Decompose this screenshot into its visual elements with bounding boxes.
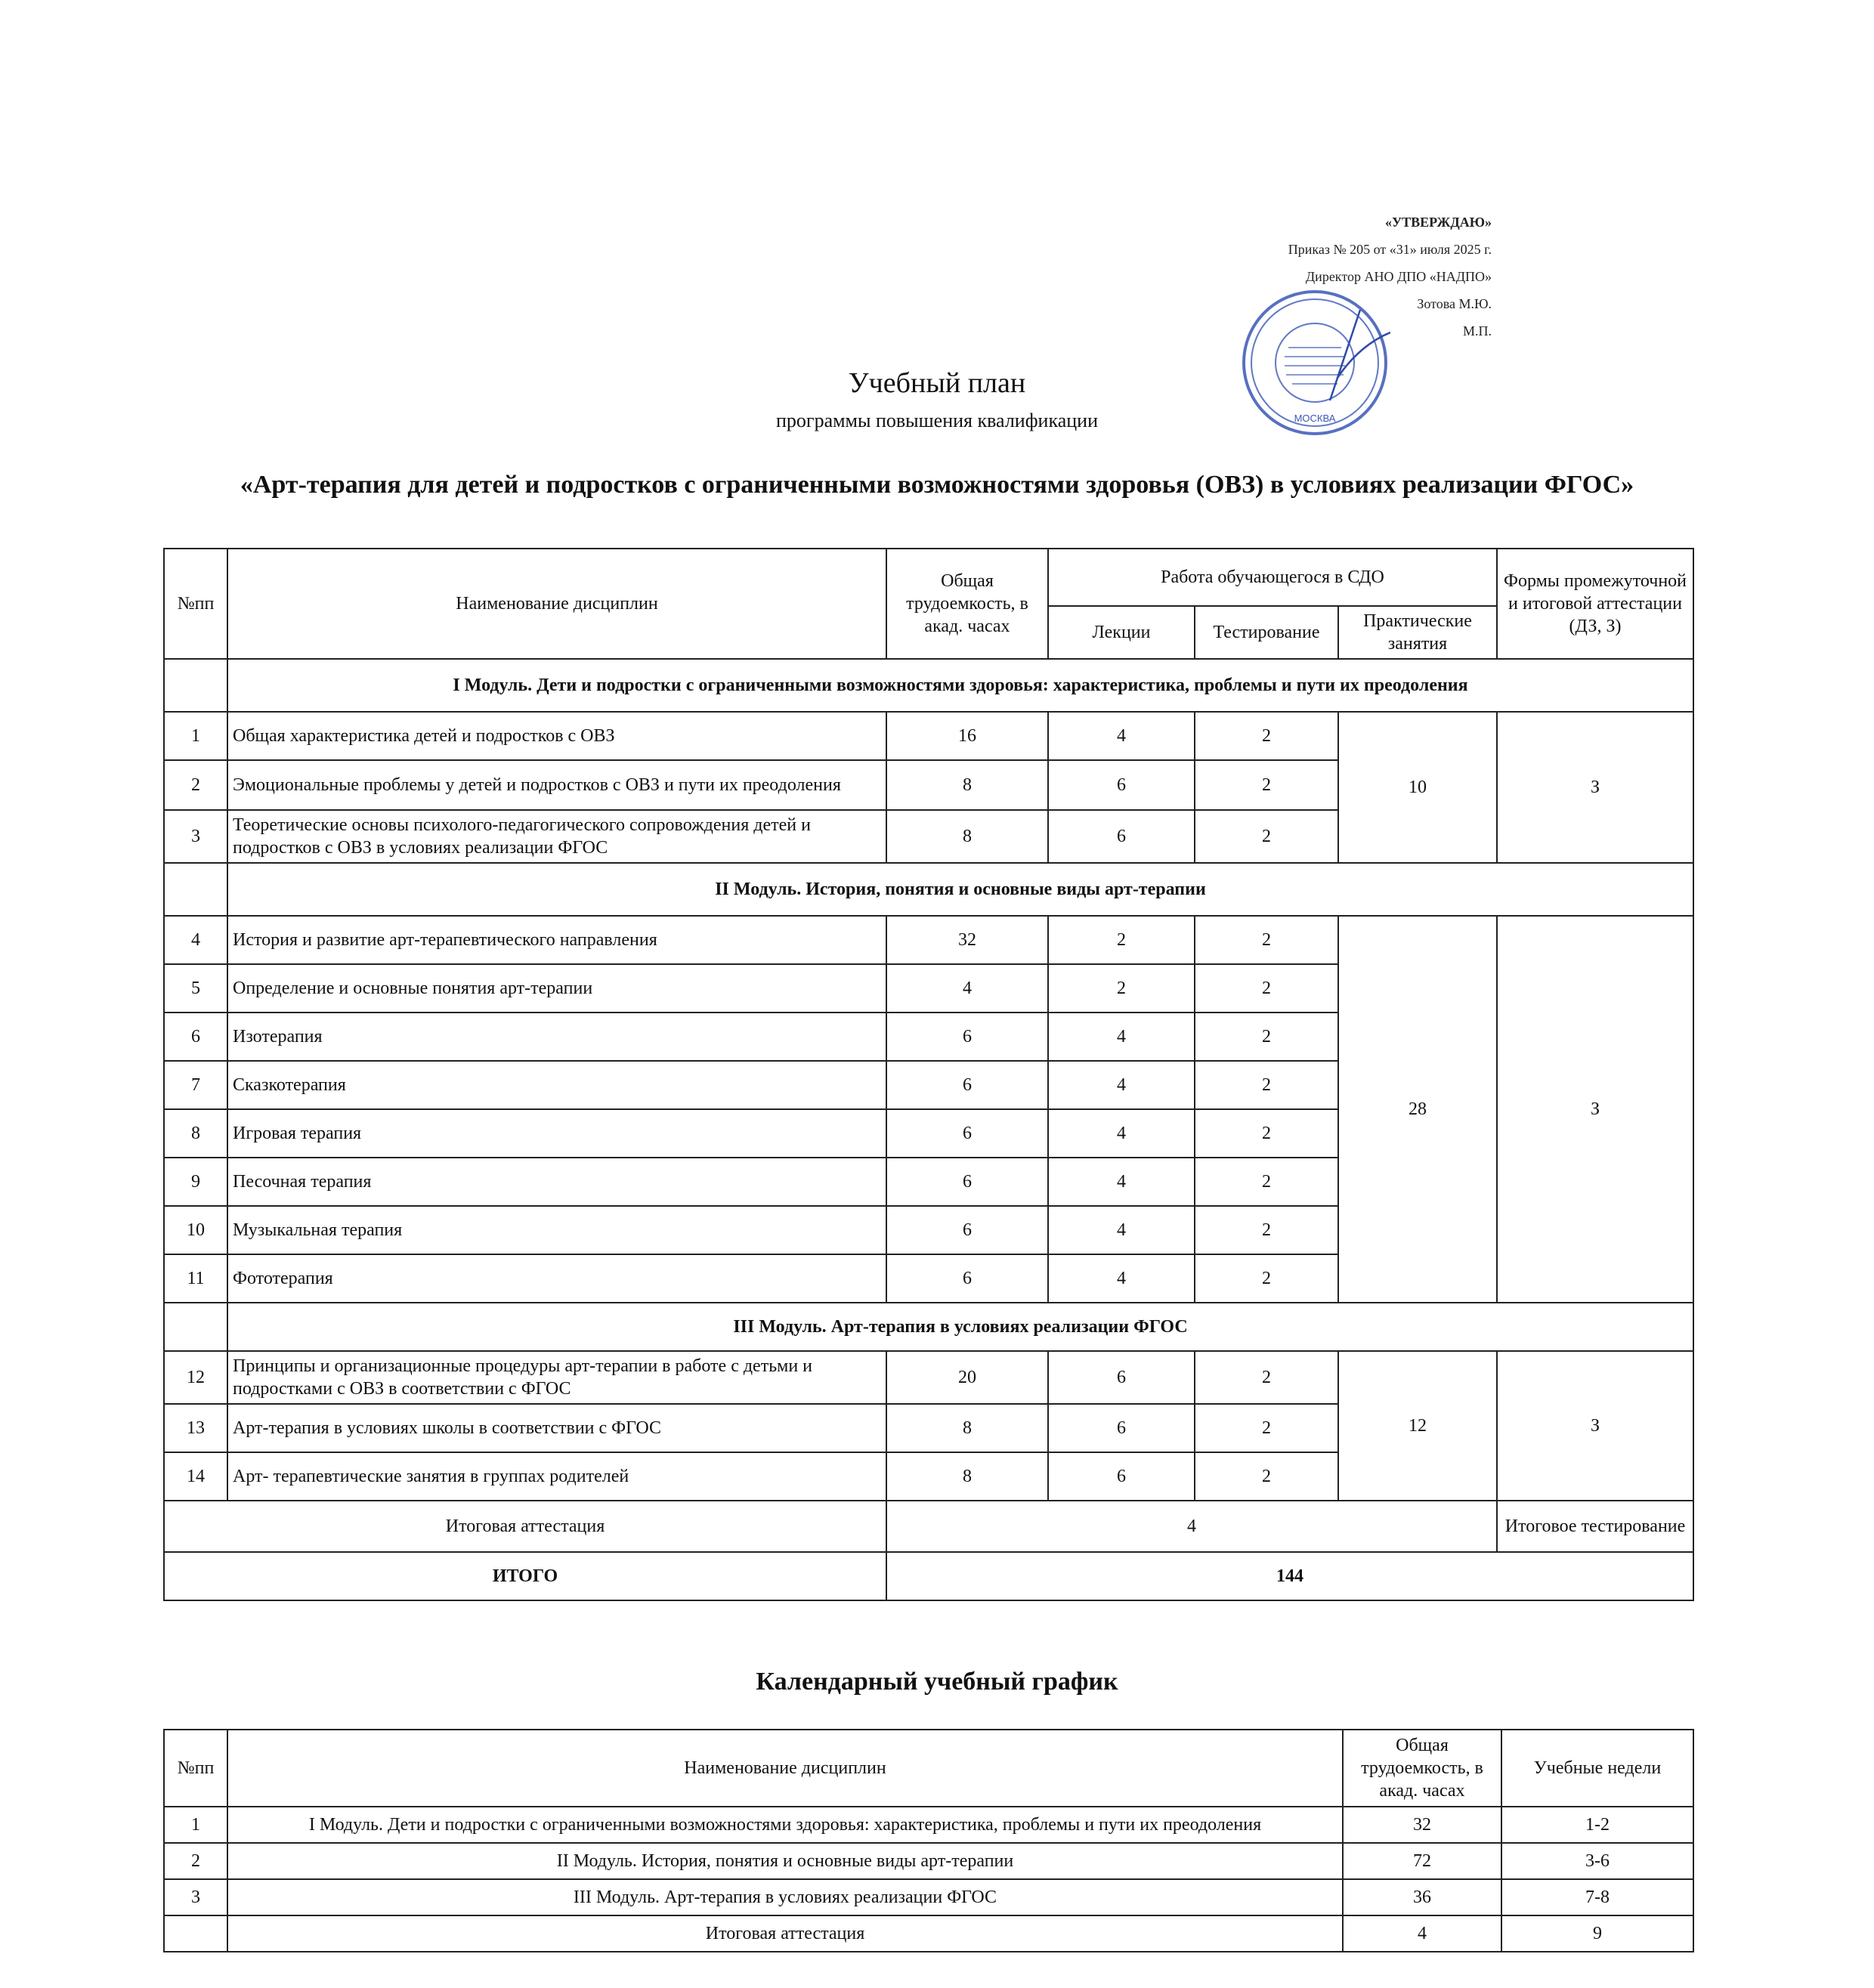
- row-lectures: 4: [1048, 1158, 1195, 1206]
- row-name: Теоретические основы психолого-педагогического сопровождения детей и подростков с ОВЗ в условиях реализации ФГОС: [227, 810, 886, 863]
- row-name: Итоговая аттестация: [227, 1915, 1343, 1952]
- row-lectures: 6: [1048, 810, 1195, 863]
- row-hours: 4: [1343, 1915, 1501, 1952]
- row-weeks: 9: [1501, 1915, 1693, 1952]
- row-num: 10: [164, 1206, 227, 1254]
- final-label: Итоговая аттестация: [164, 1501, 886, 1552]
- row-lectures: 4: [1048, 1013, 1195, 1061]
- row-hours: 8: [886, 810, 1048, 863]
- row-testing: 2: [1195, 916, 1338, 964]
- row-name: Песочная терапия: [227, 1158, 886, 1206]
- header-testing: Тестирование: [1195, 606, 1338, 659]
- row-lectures: 2: [1048, 964, 1195, 1013]
- header-practical: Практические занятия: [1338, 606, 1497, 659]
- row-num: 6: [164, 1013, 227, 1061]
- row-name: Общая характеристика детей и подростков с ОВЗ: [227, 712, 886, 760]
- row-name: Сказкотерапия: [227, 1061, 886, 1109]
- approval-position: Директор АНО ДПО «НАДПО»: [1305, 269, 1492, 284]
- row-num: 12: [164, 1351, 227, 1404]
- header-hours: Общая трудоемкость, в акад. часах: [1343, 1730, 1501, 1807]
- row-lectures: 6: [1048, 1351, 1195, 1404]
- header-forms: Формы промежуточной и итоговой аттестации (ДЗ, З): [1497, 549, 1693, 659]
- row-hours: 6: [886, 1254, 1048, 1303]
- row-name: Изотерапия: [227, 1013, 886, 1061]
- row-hours: 16: [886, 712, 1048, 760]
- row-num: 14: [164, 1452, 227, 1501]
- header-name: Наименование дисциплин: [227, 1730, 1343, 1807]
- row-hours: 6: [886, 1158, 1048, 1206]
- row-num: 4: [164, 916, 227, 964]
- header-num: №пп: [164, 549, 227, 659]
- header-lectures: Лекции: [1048, 606, 1195, 659]
- row-testing: 2: [1195, 1061, 1338, 1109]
- table-row: [164, 1879, 1693, 1915]
- row-num: 2: [164, 1843, 227, 1879]
- row-testing: 2: [1195, 712, 1338, 760]
- row-hours: 20: [886, 1351, 1048, 1404]
- row-name: Принципы и организационные процедуры арт-терапии в работе с детьми и подростками с ОВЗ в соответствии с ФГОС: [227, 1351, 886, 1404]
- table-row: [164, 1915, 1693, 1952]
- total-row: [164, 1552, 1693, 1600]
- row-testing: 2: [1195, 1351, 1338, 1404]
- row-num: 8: [164, 1109, 227, 1158]
- row-hours: 6: [886, 1206, 1048, 1254]
- header-weeks: Учебные недели: [1501, 1730, 1693, 1807]
- row-name: Определение и основные понятия арт-терапии: [227, 964, 886, 1013]
- row-num: 9: [164, 1158, 227, 1206]
- row-num: 2: [164, 760, 227, 810]
- module-title: III Модуль. Арт-терапия в условиях реализации ФГОС: [227, 1303, 1693, 1351]
- row-name: Фототерапия: [227, 1254, 886, 1303]
- header-name: Наименование дисциплин: [227, 549, 886, 659]
- approval-seal-label: М.П.: [1462, 323, 1492, 339]
- approval-name: Зотова М.Ю.: [1417, 296, 1492, 311]
- module-practical: 28: [1338, 916, 1497, 1303]
- row-hours: 6: [886, 1061, 1048, 1109]
- total-hours: 144: [886, 1552, 1693, 1600]
- row-weeks: 3-6: [1501, 1843, 1693, 1879]
- table-row: [164, 1843, 1693, 1879]
- row-num: 5: [164, 964, 227, 1013]
- row-weeks: 1-2: [1501, 1807, 1693, 1843]
- total-label: ИТОГО: [164, 1552, 886, 1600]
- row-name: Игровая терапия: [227, 1109, 886, 1158]
- table-row: [164, 1351, 1693, 1404]
- final-attestation-row: [164, 1501, 1693, 1552]
- row-lectures: 6: [1048, 1404, 1195, 1452]
- calendar-table: [163, 1729, 1694, 1952]
- header-work: Работа обучающегося в СДО: [1048, 549, 1497, 606]
- row-hours: 8: [886, 1404, 1048, 1452]
- module-form: З: [1497, 712, 1693, 863]
- row-hours: 32: [1343, 1807, 1501, 1843]
- row-testing: 2: [1195, 1404, 1338, 1452]
- row-num: 1: [164, 712, 227, 760]
- curriculum-table: [163, 548, 1694, 1601]
- module-form: З: [1497, 916, 1693, 1303]
- row-lectures: 4: [1048, 1109, 1195, 1158]
- row-lectures: 4: [1048, 1061, 1195, 1109]
- row-lectures: 4: [1048, 712, 1195, 760]
- row-name: I Модуль. Дети и подростки с ограниченными возможностями здоровья: характеристика, проблемы и пути их преодоления: [227, 1807, 1343, 1843]
- module-title: I Модуль. Дети и подростки с ограниченными возможностями здоровья: характеристика, проблемы и пути их преодоления: [227, 659, 1693, 712]
- module-practical: 10: [1338, 712, 1497, 863]
- module-row: [164, 863, 1693, 916]
- row-name: Арт-терапия в условиях школы в соответствии с ФГОС: [227, 1404, 886, 1452]
- row-hours: 6: [886, 1109, 1048, 1158]
- row-lectures: 4: [1048, 1254, 1195, 1303]
- table-row: [164, 712, 1693, 760]
- row-hours: 32: [886, 916, 1048, 964]
- approval-order: Приказ № 205 от «31» июля 2025 г.: [1288, 242, 1492, 257]
- header-num: №пп: [164, 1730, 227, 1807]
- table-header-row: [164, 1730, 1693, 1807]
- document-subtitle: программы повышения квалификации: [775, 410, 1098, 431]
- final-form: Итоговое тестирование: [1497, 1501, 1693, 1552]
- row-hours: 4: [886, 964, 1048, 1013]
- row-hours: 8: [886, 760, 1048, 810]
- row-num: 13: [164, 1404, 227, 1452]
- row-testing: 2: [1195, 1158, 1338, 1206]
- row-hours: 72: [1343, 1843, 1501, 1879]
- final-hours: 4: [886, 1501, 1497, 1552]
- table-row: [164, 916, 1693, 964]
- row-lectures: 6: [1048, 1452, 1195, 1501]
- row-name: II Модуль. История, понятия и основные виды арт-терапии: [227, 1843, 1343, 1879]
- row-testing: 2: [1195, 1206, 1338, 1254]
- row-hours: 6: [886, 1013, 1048, 1061]
- module-title: II Модуль. История, понятия и основные виды арт-терапии: [227, 863, 1693, 916]
- module-row: [164, 659, 1693, 712]
- approval-header: «УТВЕРЖДАЮ»: [1384, 215, 1492, 230]
- row-name: Музыкальная терапия: [227, 1206, 886, 1254]
- svg-text:МОСКВА: МОСКВА: [1294, 413, 1336, 424]
- module-form: З: [1497, 1351, 1693, 1501]
- row-testing: 2: [1195, 1452, 1338, 1501]
- row-testing: 2: [1195, 810, 1338, 863]
- table-row: [164, 1807, 1693, 1843]
- row-testing: 2: [1195, 1109, 1338, 1158]
- document-title: Учебный план: [848, 367, 1026, 399]
- row-lectures: 4: [1048, 1206, 1195, 1254]
- row-num: 1: [164, 1807, 227, 1843]
- program-title: «Арт-терапия для детей и подростков с ограниченными возможностями здоровья (ОВЗ) в условиях реализации ФГОС»: [240, 471, 1634, 499]
- row-lectures: 6: [1048, 760, 1195, 810]
- row-num: 3: [164, 1879, 227, 1915]
- calendar-title: Календарный учебный график: [756, 1668, 1118, 1696]
- module-practical: 12: [1338, 1351, 1497, 1501]
- row-hours: 8: [886, 1452, 1048, 1501]
- row-num: 7: [164, 1061, 227, 1109]
- module-row: [164, 1303, 1693, 1351]
- row-weeks: 7-8: [1501, 1879, 1693, 1915]
- header-hours: Общая трудоемкость, в акад. часах: [886, 549, 1048, 659]
- row-testing: 2: [1195, 760, 1338, 810]
- row-testing: 2: [1195, 964, 1338, 1013]
- row-name: История и развитие арт-терапевтического направления: [227, 916, 886, 964]
- row-hours: 36: [1343, 1879, 1501, 1915]
- row-testing: 2: [1195, 1013, 1338, 1061]
- table-header-row: [164, 549, 1693, 606]
- row-num: [164, 1915, 227, 1952]
- row-lectures: 2: [1048, 916, 1195, 964]
- row-name: Эмоциональные проблемы у детей и подростков с ОВЗ и пути их преодоления: [227, 760, 886, 810]
- row-testing: 2: [1195, 1254, 1338, 1303]
- row-name: III Модуль. Арт-терапия в условиях реализации ФГОС: [227, 1879, 1343, 1915]
- row-name: Арт- терапевтические занятия в группах родителей: [227, 1452, 886, 1501]
- row-num: 11: [164, 1254, 227, 1303]
- row-num: 3: [164, 810, 227, 863]
